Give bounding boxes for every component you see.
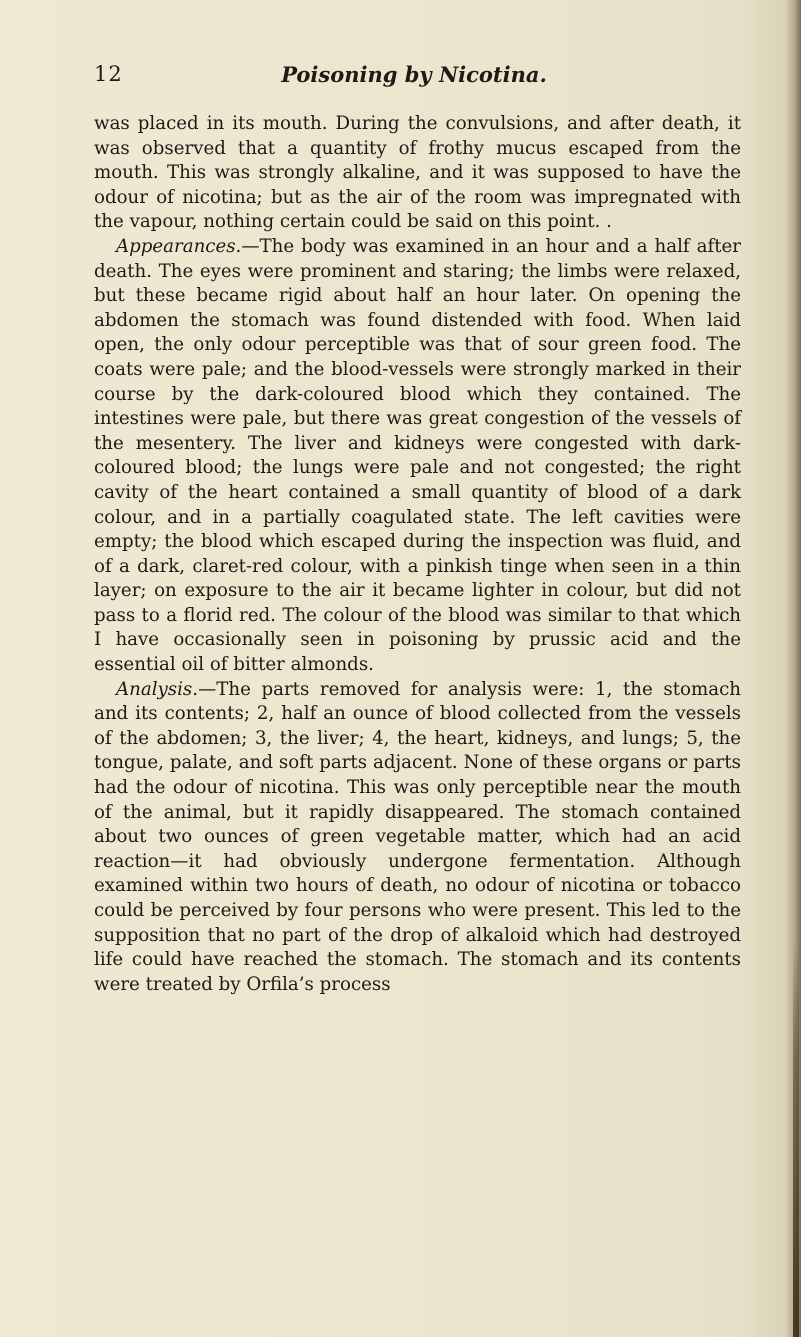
page-header xyxy=(94,62,734,102)
page-edge-stain xyxy=(793,940,799,1337)
paragraph-analysis xyxy=(94,678,741,998)
page-number: 12 xyxy=(94,62,123,86)
section-heading-analysis: Analysis. xyxy=(116,678,199,700)
paragraph-analysis-text: —The parts removed for analysis were: 1, the stomach and its contents; 2, half an ounce of blood collected from the vessels of the abdomen; 3, the liver; 4, the heart, kidneys, and lungs; 5, the tongue, palate, and soft parts adjacent. None of these organs or parts had the odour of nicotina. This was only perceptible near the mouth of the animal, but it rapidly disappeared. The stomach contained about two ounces of green vegetable matter, which had an acid reaction—it had obviously undergone fermentation. Although examined within two hours of death, no odour of nicotina or tobacco could be perceived by four persons who were present. This led to the supposition that no part of the drop of alkaloid which had destroyed life could have reached the stomach. The stomach and its contents were treated by Orfila’s process xyxy=(94,678,741,995)
paragraph-intro xyxy=(94,112,741,235)
paragraph-appearances-text: —The body was examined in an hour and a half after death. The eyes were prominent and staring; the limbs were relaxed, but these became rigid about half an hour later. On opening the abdomen the stomach was found distended with food. When laid open, the only odour perceptible was that of sour green food. The coats were pale; and the blood-vessels were strongly marked in their course by the dark-coloured blood which they contained. The intestines were pale, but there was great congestion of the vessels of the mesentery. The liver and kidneys were congested with dark-coloured blood; the lungs were pale and not congested; the right cavity of the heart contained a small quantity of blood of a dark colour, and in a partially coagulated state. The left cavities were empty; the blood which escaped during the inspection was fluid, and of a dark, claret-red colour, with a pinkish tinge when seen in a thin layer; on exposure to the air it became lighter in colour, but did not pass to a florid red. The colour of the blood was similar to that which I have occasionally seen in poisoning by prussic acid and the essential oil of bitter almonds. xyxy=(94,235,741,676)
paragraph-intro-text: was placed in its mouth. During the convulsions, and after death, it was observed that a quantity of frothy mucus escaped from the mouth. This was strongly alkaline, and it was supposed to have the odour of nicotina; but as the air of the room was impregnated with the vapour, nothing certain could be said on this point. . xyxy=(94,113,741,233)
running-title: Poisoning by Nicotina. xyxy=(281,62,547,87)
body-text xyxy=(94,112,741,997)
section-heading-appearances: Appearances. xyxy=(116,235,242,257)
paragraph-appearances xyxy=(94,235,741,678)
